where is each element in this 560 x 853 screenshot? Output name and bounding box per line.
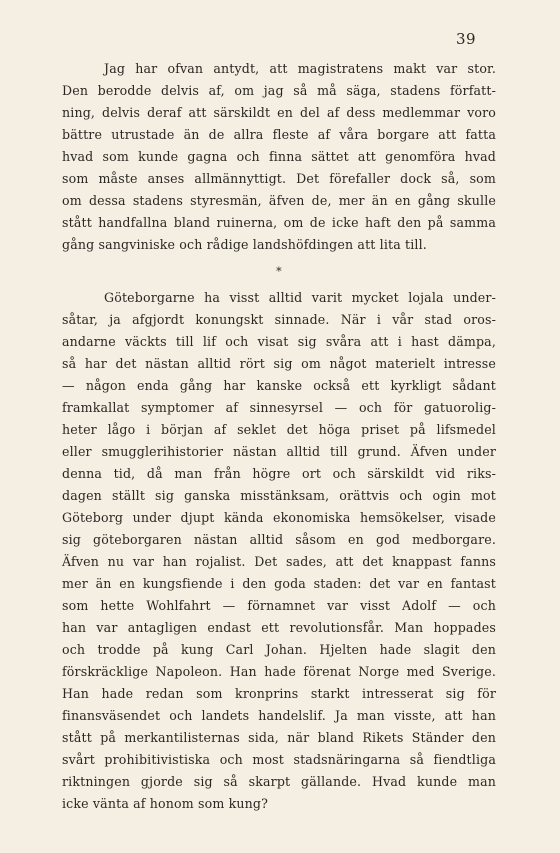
paragraph-line: han var antagligen endast ett revolutionsfår. Man hoppades — [62, 620, 496, 635]
paragraph-line: som hette Wohlfahrt — förnamnet var visst Adolf — och — [62, 598, 496, 613]
paragraph-line: stått handfallna bland ruinerna, om de icke haft den på samma — [62, 215, 496, 230]
paragraph-line: så har det nästan alltid rört sig om något materielt intresse — [62, 356, 496, 371]
paragraph-line: svårt prohibitivistiska och most stadsnäringarna så fiendtliga — [62, 752, 496, 767]
paragraph-line: gång sangviniske och rådige landshöfdingen att lita till. — [62, 237, 427, 252]
paragraph-line: riktningen gjorde sig så skarpt gällande. Hvad kunde man — [62, 774, 496, 789]
paragraph-line: ning, delvis deraf att särskildt en del af dess medlemmar voro — [62, 105, 496, 120]
paragraph-line: stått på merkantilisternas sida, när bland Rikets Ständer den — [62, 730, 496, 745]
paragraph-line: Jag har ofvan antydt, att magistratens makt var stor. — [104, 61, 496, 76]
paragraph-line: som måste anses allmännyttigt. Det förefaller dock så, som — [62, 171, 496, 186]
paragraph-line: — någon enda gång har kanske också ett kyrkligt sådant — [62, 378, 496, 393]
section-separator: * — [276, 265, 282, 278]
paragraph-line: heter lågo i början af seklet det höga priset på lifsmedel — [62, 422, 496, 437]
paragraph-line: såtar, ja afgjordt konungskt sinnade. När i vår stad oros- — [62, 312, 496, 327]
paragraph-line: andarne väckts till lif och visat sig svåra att i hast dämpa, — [62, 334, 496, 349]
paragraph-line: eller smugglerihistorier nästan alltid till grund. Äfven under — [62, 444, 496, 459]
paragraph-line: och trodde på kung Carl Johan. Hjelten hade slagit den — [62, 642, 496, 657]
paragraph-line: Den berodde delvis af, om jag så må säga, stadens författ- — [62, 83, 496, 98]
body-text — [62, 58, 496, 815]
paragraph-line: icke vänta af honom som kung? — [62, 796, 268, 811]
paragraph-line: förskräcklige Napoleon. Han hade förenat Norge med Sverige. — [62, 664, 496, 679]
paragraph-line: dagen ställt sig ganska misstänksam, orättvis och ogin mot — [62, 488, 496, 503]
paragraph-line: mer än en kungsfiende i den goda staden: det var en fantast — [62, 576, 496, 591]
paragraph-line: bättre utrustade än de allra fleste af våra borgare att fatta — [62, 127, 496, 142]
paragraph-line: Äfven nu var han rojalist. Det sades, att det knappast fanns — [62, 554, 496, 569]
paragraph-line: hvad som kunde gagna och finna sättet att genomföra hvad — [62, 149, 496, 164]
paragraph-line: om dessa stadens styresmän, äfven de, mer än en gång skulle — [62, 193, 496, 208]
page-number: 39 — [456, 30, 477, 48]
paragraph-line: Göteborg under djupt kända ekonomiska hemsökelser, visade — [62, 510, 496, 525]
paragraph-1 — [62, 58, 496, 256]
paragraph-line: sig göteborgaren nästan alltid såsom en god medborgare. — [62, 532, 496, 547]
paragraph-2 — [62, 287, 496, 815]
paragraph-line: framkallat symptomer af sinnesyrsel — och för gatuorolig- — [62, 400, 496, 415]
paragraph-line: finansväsendet och landets handelslif. Ja man visste, att han — [62, 708, 496, 723]
paragraph-line: Göteborgarne ha visst alltid varit mycket lojala under- — [104, 290, 496, 305]
paragraph-line: denna tid, då man från högre ort och särskildt vid riks- — [62, 466, 496, 481]
paragraph-line: Han hade redan som kronprins starkt intresserat sig för — [62, 686, 496, 701]
